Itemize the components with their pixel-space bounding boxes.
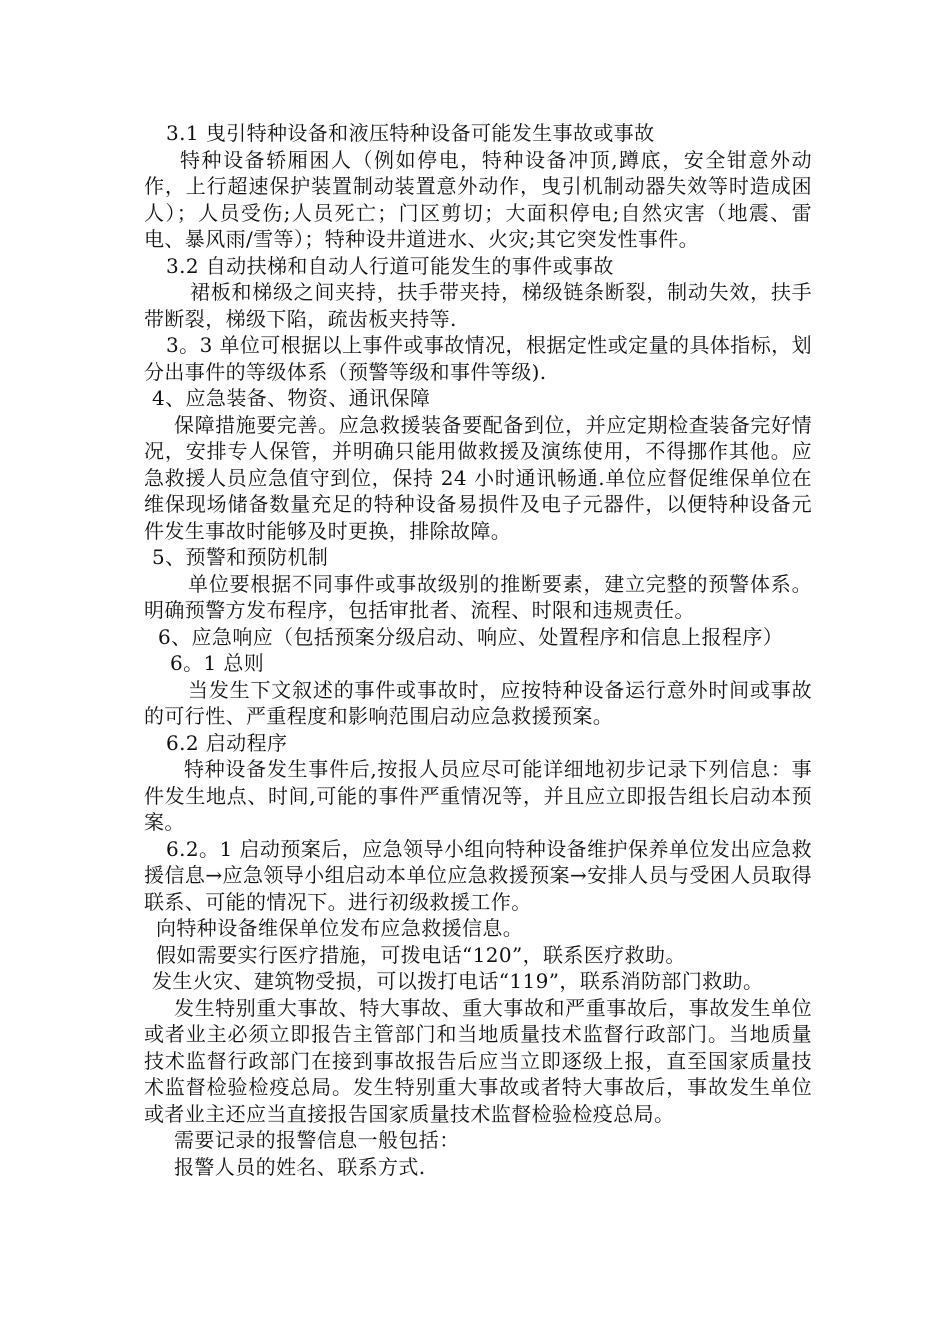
section-heading-5: 5、预警和预防机制 [152,545,329,569]
section-heading-6: 6、应急响应（包括预案分级启动、响应、处置程序和信息上报程序） [158,624,784,649]
section-heading-3-1: 3.1 曳引特种设备和液压特种设备可能发生事故或事故 [166,121,655,145]
paragraph-warning-system: 单位要根据不同事件或事故级别的推断要素，建立完整的预警体系。明确预警方发布程序，包括审批者、流程、时限和违规责任。 [144,571,812,622]
paragraph-alarm-person-info: 报警人员的姓名、联系方式. [174,1154,426,1179]
paragraph-notify-maintenance: 向特种设备维保单位发布应急救援信息。 [156,916,524,940]
paragraph-major-accident-reporting: 发生特别重大事故、特大事故、重大事故和严重事故后，事故发生单位或者业主必须立即报告主管部门和当地质量技术监督行政部门。当地质量技术监督行政部门在接到事故报告后应当立即逐级上报，直至国家质量技术监督检验检疫总局。发生特别重大事故或者特大事故后，事故发生单位或者业主还应当直接报告国家质量技术监督检验检疫总局。 [144,995,812,1126]
paragraph-general-principle: 当发生下文叙述的事件或事故时，应按特种设备运行意外时间或事故的可行性、严重程度和影响范围启动应急救援预案。 [144,677,812,728]
paragraph-fire-119: 发生火灾、建筑物受损，可以拨打电话“119”，联系消防部门救助。 [152,969,764,993]
section-heading-3-2: 3.2 自动扶梯和自动人行道可能发生的事件或事故 [166,253,614,278]
paragraph-medical-120: 假如需要实行医疗措施，可拨电话“120”，联系医疗救助。 [156,942,686,967]
paragraph-equipment-guarantee: 保障措施要完善。应急救援装备要配备到位，并应定期检查装备完好情况，安排专人保管，并明确只能用做救援及演练使用，不得挪作其他。应急救援人员应急值守到位，保持 24 小时通讯畅通.单位应督促维保单位在维保现场储备数量充足的特种设备易损件及电子元器件，以便特种设备元件发生事故时能够及时更换，排除故障。 [144,412,812,543]
paragraph-3-3-grading: 3。3 单位可根据以上事件或事故情况，根据定性或定量的具体指标，划分出事件的等级体系（预警等级和事件等级). [144,333,812,384]
section-heading-6-1: 6。1 总则 [170,651,265,675]
document-page [144,120,812,1180]
paragraph-elevator-incidents: 特种设备轿厢困人（例如停电，特种设备冲顶,蹲底，安全钳意外动作，上行超速保护装置制动装置意外动作，曳引机制动器失效等时造成困人）；人员受伤;人员死亡；门区剪切；大面积停电;自然灾害（地震、雷电、暴风雨/雪等）；特种设井道进水、火灾;其它突发性事件。 [144,147,812,251]
section-heading-6-2: 6.2 启动程序 [166,730,288,755]
paragraph-startup-procedure: 特种设备发生事件后,按报人员应尽可能详细地初步记录下列信息：事件发生地点、时间,可能的事件严重情况等，并且应立即报告组长启动本预案。 [144,757,812,834]
paragraph-escalator-incidents: 裙板和梯级之间夹持，扶手带夹持，梯级链条断裂，制动失效，扶手带断裂，梯级下陷，疏齿板夹持等. [144,280,812,331]
section-heading-4: 4、应急装备、物资、通讯保障 [152,386,431,410]
paragraph-6-2-1-plan-activation: 6.2。1 启动预案后，应急领导小组向特种设备维护保养单位发出应急救援信息→应急领导小组启动本单位应急救援预案→安排人员与受困人员取得联系、可能的情况下。进行初级救援工作。 [144,836,812,914]
paragraph-alarm-info-intro: 需要记录的报警信息一般包括： [174,1128,460,1152]
